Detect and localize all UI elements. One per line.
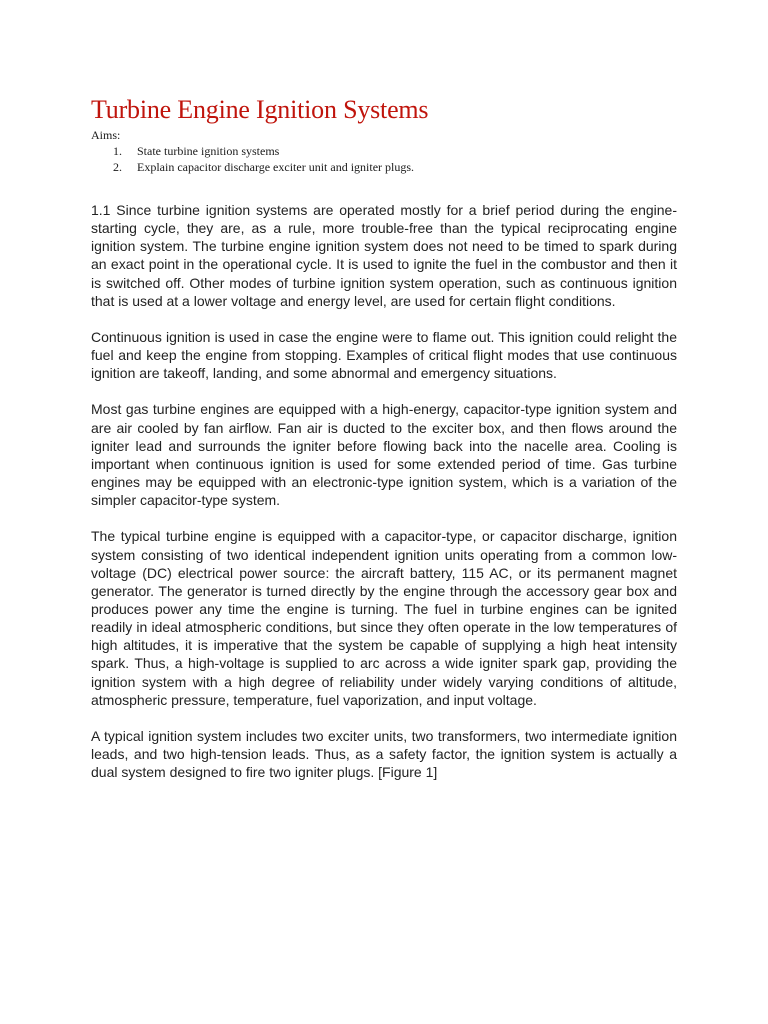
paragraph: The typical turbine engine is equipped with a capacitor-type, or capacitor discharge, ignition system consisting of two identical independent ignition units operating from a common low-voltage (DC) electrical power source: the aircraft battery, 115 AC, or its permanent magnet generator. The generator is turned directly by the engine through the accessory gear box and produces power any time the engine is turning. The fuel in turbine engines can be ignited readily in ideal atmospheric conditions, but since they often operate in the low temperatures of high altitudes, it is imperative that the system be capable of supplying a high heat intensity spark. Thus, a high-voltage is supplied to arc across a wide igniter spark gap, providing the ignition system with a high degree of reliability under widely varying conditions of altitude, atmospheric pressure, temperature, fuel vaporization, and input voltage. [91,528,677,708]
aims-item-text: State turbine ignition systems [137,144,280,158]
document-page [91,93,677,799]
body-text [91,201,677,781]
paragraph: A typical ignition system includes two exciter units, two transformers, two intermediate ignition leads, and two high-tension leads. Thus, as a safety factor, the ignition system is actually a dual system designed to fire two igniter plugs. [Figure 1] [91,727,677,781]
aims-item-text: Explain capacitor discharge exciter unit and igniter plugs. [137,160,415,174]
paragraph: Most gas turbine engines are equipped with a high-energy, capacitor-type ignition system and are air cooled by fan airflow. Fan air is ducted to the exciter box, and then flows around the igniter lead and surrounds the igniter before flowing back into the nacelle area. Cooling is important when continuous ignition is used for some extended period of time. Gas turbine engines may be equipped with an electronic-type ignition system, which is a variation of the simpler capacitor-type system. [91,401,677,509]
aims-list-item [113,159,677,175]
aims-list [91,143,677,175]
paragraph: 1.1 Since turbine ignition systems are operated mostly for a brief period during the engine-starting cycle, they are, as a rule, more trouble-free than the typical reciprocating engine ignition system. The turbine engine ignition system does not need to be timed to spark during an exact point in the operational cycle. It is used to ignite the fuel in the combustor and then it is switched off. Other modes of turbine ignition system operation, such as continuous ignition that is used at a lower voltage and energy level, are used for certain flight conditions. [91,202,677,309]
paragraph: Continuous ignition is used in case the engine were to flame out. This ignition could relight the fuel and keep the engine from stopping. Examples of critical flight modes that use continuous ignition are takeoff, landing, and some abnormal and emergency situations. [91,328,677,382]
aims-label: Aims: [91,128,121,142]
aims-item-number: 1. [113,144,122,158]
aims-list-item [113,143,677,159]
aims-item-number: 2. [113,160,122,174]
document-title: Turbine Engine Ignition Systems [91,95,429,124]
